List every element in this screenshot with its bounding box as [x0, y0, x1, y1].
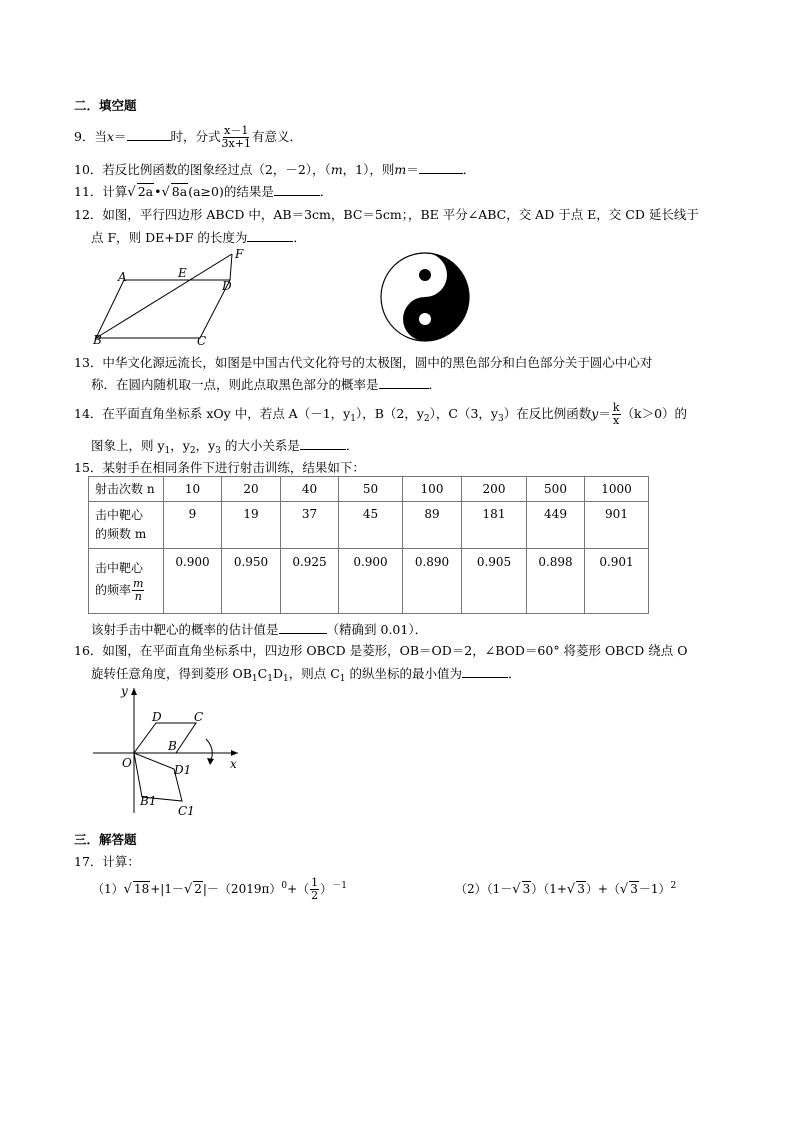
question-13-line-1: 13．中华文化源远流长，如图是中国古代文化符号的太极图，圆中的黑色部分和白色部分关于圆心中心对 — [74, 355, 653, 370]
question-17-part-1: （1）√ 18+|1－√ $2|-(2019\pi)^0+$（ $\frac{1}{2}$ ）$^{-1}$ — [92, 876, 347, 902]
rhombus-obcd — [134, 723, 196, 753]
label-c1: C1 — [178, 804, 195, 818]
table-cell: 89 — [403, 502, 462, 549]
table-row-rates — [89, 549, 649, 614]
table-row-shots — [89, 477, 649, 502]
answer-blank-10[interactable] — [419, 162, 463, 174]
table-cell: 901 — [585, 502, 649, 549]
table-header-cell: 射击次数 n — [89, 477, 164, 502]
label-b1: B1 — [140, 794, 157, 808]
question-15-conclusion: 该射手击中靶心的概率的估计值是 （精确到 0.01）． — [91, 622, 428, 637]
taiji-icon — [379, 251, 471, 343]
table-cell: 1000 — [585, 477, 649, 502]
label-d: D — [152, 710, 162, 724]
question-14-line-2: 图象上，则 $y_1$，$y_2$，$y_3$ 的大小关系是 ． — [91, 438, 359, 456]
extension-df — [230, 254, 232, 280]
fraction-m-over-n: $\frac{m}{n}$ — [133, 577, 144, 603]
question-16-line-1: 16．如图，在平面直角坐标系中，四边形 OBCD 是菱形，OB＝OD＝2，∠BOD＝60° 将菱形 OBCD 绕点 O — [74, 643, 688, 658]
question-17-part-2: （2）（1－√ 3）（1+√ 3）+（√ 3－1）$^2$ — [455, 881, 677, 897]
question-14-line-1: 14．在平面直角坐标系 xOy 中，若点 A（－1，$y_1$），B（2，$y_2$），C（3，$y_3$）在反比例函数y＝ $\frac{k}{x}$ （k＞0）的 — [74, 401, 688, 427]
question-15-intro: 15．某射手在相同条件下进行射击训练，结果如下： — [74, 460, 365, 475]
table-cell: 0.898 — [527, 549, 585, 614]
label-c: C — [194, 710, 204, 724]
y-axis-arrow — [131, 688, 137, 695]
label-d: D — [222, 279, 232, 293]
table-cell: 20 — [222, 477, 281, 502]
table-cell: 40 — [281, 477, 339, 502]
taiji-white-dot — [419, 313, 431, 325]
table-cell: 0.925 — [281, 549, 339, 614]
question-11: 11．计算√ 2a•√ 8a(a≥0)的结果是 ． — [74, 184, 333, 200]
table-cell: 0.905 — [462, 549, 527, 614]
x-axis-arrow — [231, 750, 238, 756]
parallelogram-abcd — [96, 280, 230, 338]
question-12-line-1: 12．如图，平行四边形 ABCD 中，AB＝3cm，BC＝5cm；，BE 平分∠ABC，交 AD 于点 E，交 CD 延长线于 — [74, 207, 699, 222]
table-cell: 0.900 — [339, 549, 403, 614]
table-cell: 0.900 — [164, 549, 222, 614]
table-cell: 0.901 — [585, 549, 649, 614]
question-17-title: 17．计算： — [74, 854, 140, 869]
table-cell: 50 — [339, 477, 403, 502]
taiji-black-dot — [419, 269, 431, 281]
table-cell: 19 — [222, 502, 281, 549]
table-cell: 449 — [527, 502, 585, 549]
section-title-solve: 三．解答题 — [74, 832, 137, 847]
answer-blank-16[interactable] — [462, 666, 508, 678]
label-b: B — [93, 333, 102, 347]
table-cell: 500 — [527, 477, 585, 502]
question-16-line-2: 旋转任意角度，得到菱形 $OB_1C_1D_1$，则点 $C_1$ 的纵坐标的最小值为 ． — [91, 666, 521, 684]
label-origin: O — [122, 756, 132, 770]
table-row-hits — [89, 502, 649, 549]
section-title-fill-blank: 二．填空题 — [74, 98, 137, 113]
table-header-cell: 击中靶心 的频数 m — [89, 502, 164, 549]
rhombus-coordinate-figure — [88, 683, 248, 823]
answer-blank-11[interactable] — [274, 184, 320, 196]
table-cell: 0.890 — [403, 549, 462, 614]
table-cell: 200 — [462, 477, 527, 502]
answer-blank-9[interactable] — [127, 129, 171, 141]
table-cell: 100 — [403, 477, 462, 502]
table-cell: 0.950 — [222, 549, 281, 614]
answer-blank-13[interactable] — [379, 377, 429, 389]
parallelogram-figure — [84, 243, 254, 348]
label-f: F — [235, 247, 244, 261]
answer-blank-12[interactable] — [247, 230, 293, 242]
label-y-axis: y — [121, 684, 128, 698]
table-header-cell: 击中靶心 的频率 $\frac{m}{n}$ — [89, 549, 164, 614]
question-13-line-2: 称．在圆内随机取一点，则此点取黑色部分的概率是 ． — [91, 377, 442, 392]
answer-blank-15[interactable] — [279, 622, 327, 634]
fraction-k-over-x: $\frac{k}{x}$ — [612, 401, 620, 427]
label-a: A — [118, 270, 127, 284]
fraction-one-half: $\frac{1}{2}$ — [311, 876, 319, 902]
question-12-line-2: 点 F，则 DE+DF 的长度为 ． — [91, 230, 306, 245]
label-d1: D1 — [174, 763, 192, 777]
label-x-axis: x — [230, 757, 237, 771]
table-cell: 37 — [281, 502, 339, 549]
table-cell: 181 — [462, 502, 527, 549]
table-cell: 10 — [164, 477, 222, 502]
table-cell: 9 — [164, 502, 222, 549]
answer-blank-14[interactable] — [300, 438, 346, 450]
shooting-results-table — [88, 476, 649, 614]
label-c: C — [197, 334, 207, 348]
table-cell: 45 — [339, 502, 403, 549]
label-e: E — [178, 266, 187, 280]
question-9: 9．当x＝ 时，分式 $\frac{x-1}{3x+1}$ 有意义． — [74, 124, 302, 150]
label-b: B — [168, 739, 177, 753]
question-10: 10．若反比例函数的图象经过点（2，－2），（m，1），则m＝ ． — [74, 162, 476, 177]
fraction-expression: $\frac{x-1}{3x+1}$ — [221, 124, 251, 150]
